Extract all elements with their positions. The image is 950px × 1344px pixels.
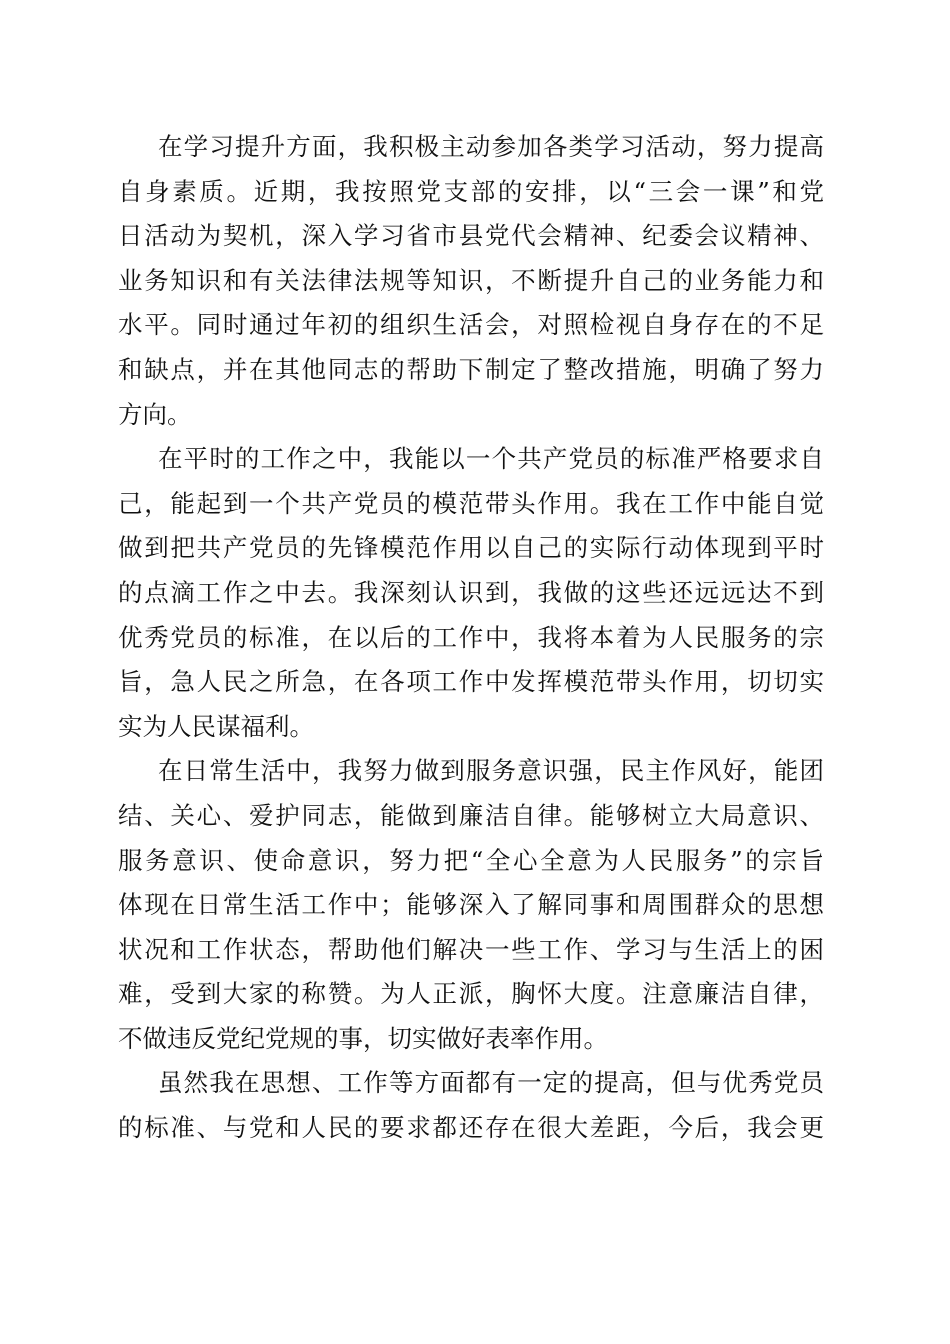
text-line: 的点滴工作之中去。我深刻认识到，我做的这些还远远达不到 <box>118 577 824 607</box>
paragraph-study <box>118 125 824 437</box>
paragraph-improvement <box>118 1061 824 1150</box>
text-line: 水平。同时通过年初的组织生活会，对照检视自身存在的不足 <box>118 310 824 340</box>
text-line: 做到把共产党员的先锋模范作用以自己的实际行动体现到平时 <box>118 533 824 563</box>
text-line: 服务意识、使命意识，努力把“全心全意为人民服务”的宗旨 <box>118 845 824 875</box>
paragraph-work <box>118 437 824 749</box>
text-line: 状况和工作状态，帮助他们解决一些工作、学习与生活上的困 <box>118 934 824 964</box>
document-body <box>118 125 824 1151</box>
text-line: 自身素质。近期，我按照党支部的安排，以“三会一课”和党 <box>118 176 824 206</box>
text-line: 在平时的工作之中，我能以一个共产党员的标准严格要求自 <box>158 444 824 474</box>
text-line: 难，受到大家的称赞。为人正派，胸怀大度。注意廉洁自律， <box>118 979 824 1009</box>
text-line: 和缺点，并在其他同志的帮助下制定了整改措施，明确了努力 <box>118 354 824 384</box>
text-line: 旨，急人民之所急，在各项工作中发挥模范带头作用，切切实 <box>118 667 824 697</box>
text-line: 在学习提升方面，我积极主动参加各类学习活动，努力提高 <box>158 132 824 161</box>
text-line: 在日常生活中，我努力做到服务意识强，民主作风好，能团 <box>158 756 824 786</box>
text-line: 日活动为契机，深入学习省市县党代会精神、纪委会议精神、 <box>118 221 824 251</box>
text-line: 结、关心、爱护同志，能做到廉洁自律。能够树立大局意识、 <box>118 800 824 830</box>
text-line: 不做违反党纪党规的事，切实做好表率作用。 <box>118 1023 608 1053</box>
text-line: 的标准、与党和人民的要求都还存在很大差距，今后，我会更 <box>118 1113 824 1143</box>
text-line: 虽然我在思想、工作等方面都有一定的提高，但与优秀党员 <box>158 1068 824 1098</box>
text-line: 己，能起到一个共产党员的模范带头作用。我在工作中能自觉 <box>118 488 824 518</box>
text-line: 实为人民谋福利。 <box>118 711 314 741</box>
text-line: 优秀党员的标准，在以后的工作中，我将本着为人民服务的宗 <box>118 622 824 652</box>
text-line: 业务知识和有关法律法规等知识，不断提升自己的业务能力和 <box>118 265 824 295</box>
paragraph-daily-life <box>118 749 824 1061</box>
text-line: 体现在日常生活工作中；能够深入了解同事和周围群众的思想 <box>118 890 824 920</box>
text-line: 方向。 <box>118 399 192 429</box>
